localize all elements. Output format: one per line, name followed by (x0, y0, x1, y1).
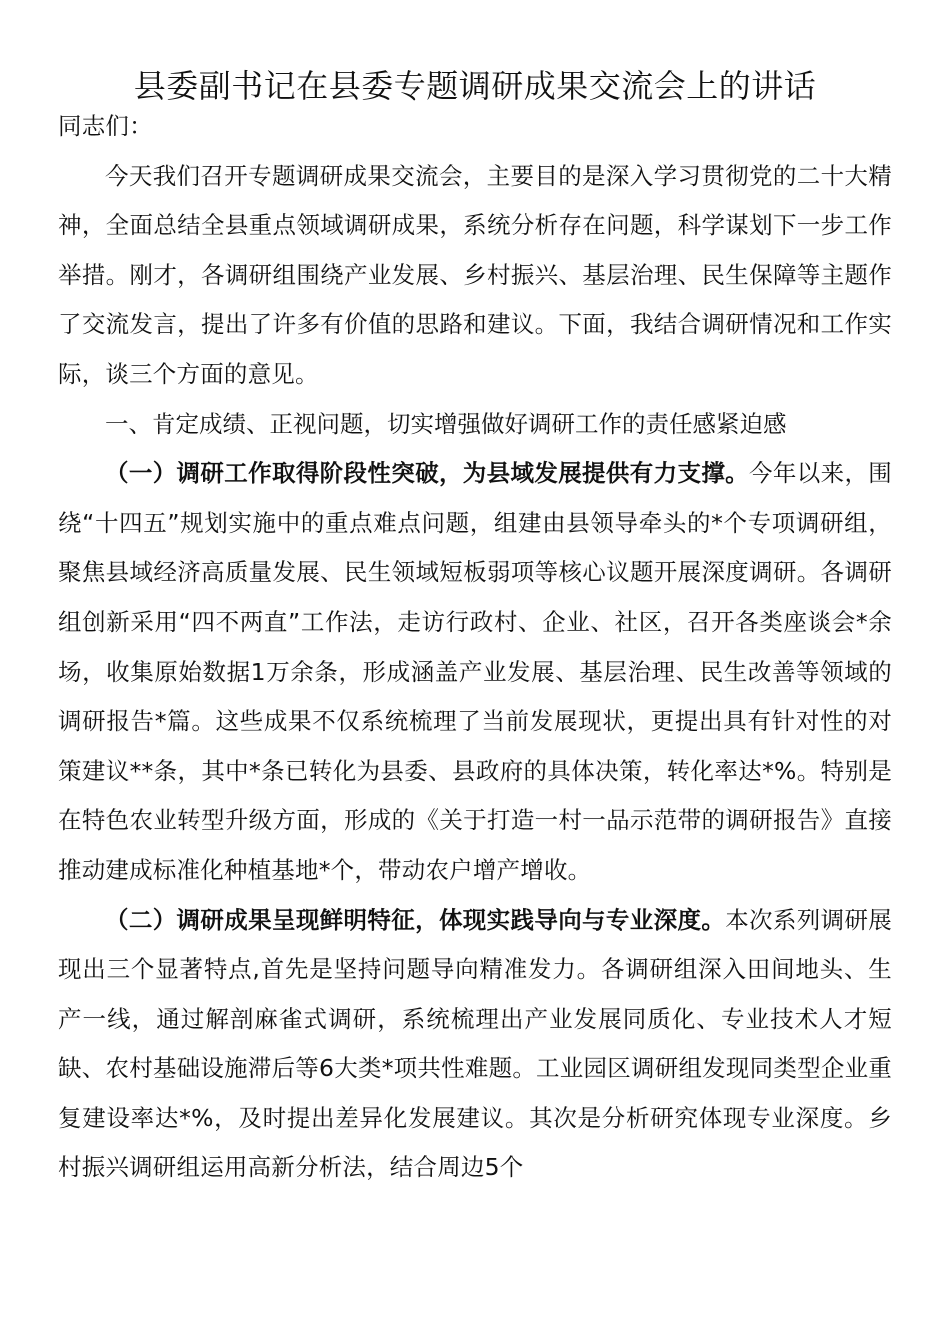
section-one-heading: 一、肯定成绩、正视问题，切实增强做好调研工作的责任感紧迫感 (105, 409, 787, 438)
subsection-one-body: 今年以来，围绕“十四五”规划实施中的重点难点问题，组建由县领导牵头的*个专项调研组，聚焦县域经济高质量发展、民生领域短板弱项等核心议题开展深度调研。各调研组创新采用“四不两直”工作法，走访行政村、企业、社区，召开各类座谈会*余场，收集原始数据1万余条，形成涵盖产业发展、基层治理、民生改善等领域的调研报告*篇。这些成果不仅系统梳理了当前发展现状，更提出具有针对性的对策建议**条，其中*条已转化为县委、县政府的具体决策，转化率达*%。特别是在特色农业转型升级方面，形成的《关于打造一村一品示范带的调研报告》直接推动建成标准化种植基地*个，带动农户增产增收。 (58, 459, 892, 884)
document-title: 县委副书记在县委专题调研成果交流会上的讲话 (133, 67, 817, 105)
intro-paragraph: 今天我们召开专题调研成果交流会，主要目的是深入学习贯彻党的二十大精神，全面总结全县重点领域调研成果，系统分析存在问题，科学谋划下一步工作举措。刚才，各调研组围绕产业发展、乡村振兴、基层治理、民生保障等主题作了交流发言，提出了许多有价值的思路和建议。下面，我结合调研情况和工作实际，谈三个方面的意见。 (58, 161, 892, 388)
subsection-two-paragraph (58, 896, 892, 1194)
subsection-two-heading: （二）调研成果呈现鲜明特征，体现实践导向与专业深度。 (105, 905, 726, 934)
subsection-one-heading: （一）调研工作取得阶段性突破，为县域发展提供有力支撑。 (105, 459, 750, 488)
subsection-two-body: 本次系列调研展现出三个显著特点,首先是坚持问题导向精准发力。各调研组深入田间地头、生产一线，通过解剖麻雀式调研，系统梳理出产业发展同质化、专业技术人才短缺、农村基础设施滞后等6大类*项共性难题。工业园区调研组发现同类型企业重复建设率达*%，及时提出差异化发展建议。其次是分析研究体现专业深度。乡村振兴调研组运用高新分析法，结合周边5个 (58, 905, 893, 1182)
subsection-one-paragraph (58, 449, 892, 895)
salutation: 同志们： (58, 112, 153, 140)
